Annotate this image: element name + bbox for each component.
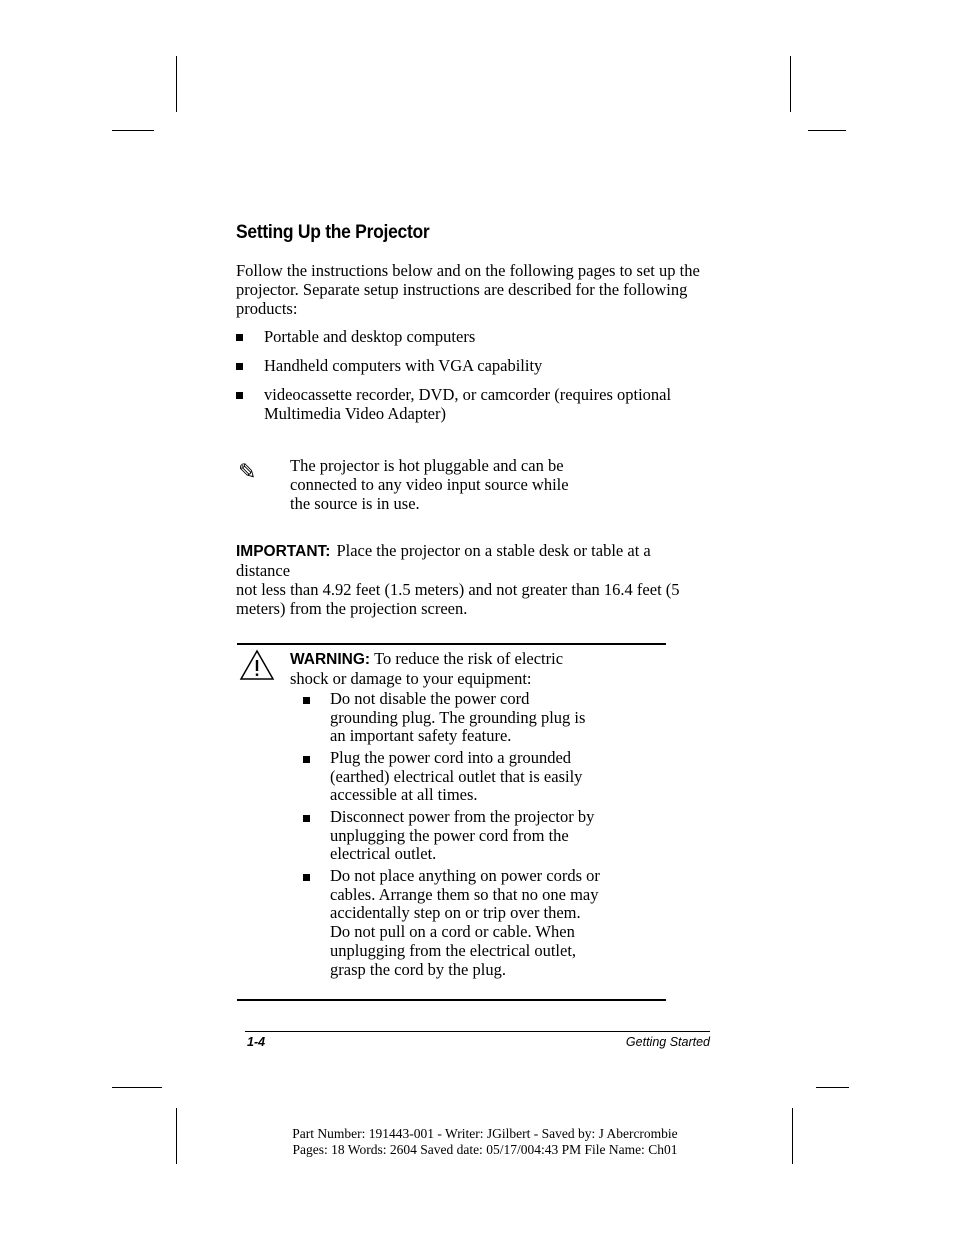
crop-mark-bottom-left-vertical <box>176 1108 177 1164</box>
warning-bottom-rule <box>237 999 666 1001</box>
warning-item: Plug the power cord into a grounded (earthed) electrical outlet that is easily accessible at all times. <box>330 748 583 805</box>
bullet-square-icon <box>236 392 243 399</box>
list-item: videocassette recorder, DVD, or camcorder (requires optional Multimedia Video Adapter) <box>264 385 672 423</box>
warning-intro <box>290 649 590 688</box>
important-line-1: Place the projector on a stable desk or table at a distance <box>236 541 651 580</box>
metadata-line-2: Pages: 18 Words: 2604 Saved date: 05/17/004:43 PM File Name: Ch01 <box>292 1142 678 1157</box>
page-number: 1-4 <box>247 1035 266 1049</box>
footer-rule <box>245 1031 710 1032</box>
document-metadata <box>240 1126 730 1158</box>
crop-mark-top-right-vertical <box>790 56 791 112</box>
crop-mark-top-right-horizontal <box>808 130 846 131</box>
important-paragraph <box>236 541 706 618</box>
warning-text: To reduce the risk of electric shock or damage to your equipment: <box>290 649 564 688</box>
crop-mark-top-left-horizontal <box>112 130 154 131</box>
list-item: Handheld computers with VGA capability <box>264 356 543 375</box>
bullet-square-icon <box>303 697 310 704</box>
metadata-line-1: Part Number: 191443-001 - Writer: JGilbert - Saved by: J Abercrombie <box>292 1126 678 1141</box>
bullet-square-icon <box>236 363 243 370</box>
warning-triangle-icon <box>239 649 275 681</box>
important-label: IMPORTANT: <box>236 543 331 560</box>
important-line-2: not less than 4.92 feet (1.5 meters) and not greater than 16.4 feet (5 meters) from the projection screen. <box>236 580 680 618</box>
bullet-square-icon <box>303 874 310 881</box>
crop-mark-bottom-right-vertical <box>792 1108 793 1164</box>
warning-label: WARNING: <box>290 651 371 668</box>
footer-section-title: Getting Started <box>625 1035 710 1049</box>
crop-mark-bottom-left-horizontal <box>112 1087 162 1088</box>
intro-paragraph: Follow the instructions below and on the following pages to set up the projector. Separate setup instructions are described for the following products: <box>236 261 700 318</box>
crop-mark-bottom-right-horizontal <box>816 1087 849 1088</box>
list-item: Portable and desktop computers <box>264 327 476 346</box>
bullet-square-icon <box>303 756 310 763</box>
warning-item: Do not place anything on power cords or cables. Arrange them so that no one may accidentally step on or trip over them. Do not pull on a cord or cable. When unplugging from the electrical outlet, grasp the cord by the plug. <box>330 866 600 979</box>
warning-item: Do not disable the power cord grounding plug. The grounding plug is an important safety feature. <box>330 689 586 746</box>
section-heading: Setting Up the Projector <box>236 222 430 243</box>
warning-item: Disconnect power from the projector by unplugging the power cord from the electrical outlet. <box>330 807 595 864</box>
crop-mark-top-left-vertical <box>176 56 177 112</box>
note-text: The projector is hot pluggable and can be connected to any video input source while the source is in use. <box>290 456 569 513</box>
bullet-square-icon <box>236 334 243 341</box>
pencil-icon: ✎ <box>238 460 257 485</box>
bullet-square-icon <box>303 815 310 822</box>
warning-top-rule <box>237 643 666 645</box>
